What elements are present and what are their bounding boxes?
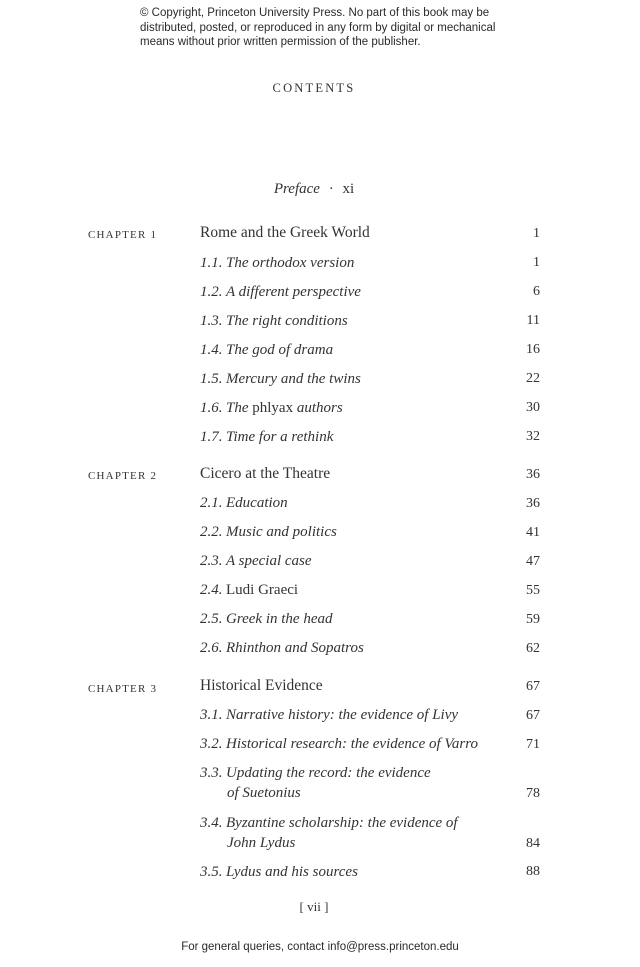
section-number: 3.1. [200, 707, 223, 723]
section-number: 1.4. [200, 342, 223, 358]
section-title-part: The [226, 400, 249, 416]
section-page: 55 [526, 583, 540, 598]
section-page: 32 [526, 429, 540, 444]
section-title: Education [226, 495, 288, 511]
chapter-3-label: CHAPTER 3 [88, 683, 158, 695]
section-number: 1.1. [200, 255, 223, 271]
section-title: Updating the record: the evidence [226, 765, 431, 781]
toc-section[interactable] [200, 638, 540, 658]
section-number: 3.5. [200, 864, 223, 880]
toc-section[interactable] [200, 282, 540, 302]
section-number: 3.2. [200, 736, 223, 752]
section-title-continued: John Lydus [227, 835, 296, 851]
section-number: 1.6. [200, 400, 223, 416]
page-title: CONTENTS [272, 81, 356, 95]
section-page: 30 [526, 400, 540, 415]
toc-section[interactable] [200, 763, 540, 803]
toc-section[interactable] [200, 551, 540, 571]
chapter-2-label: CHAPTER 2 [88, 470, 158, 482]
section-title-part: authors [296, 400, 343, 416]
section-page: 1 [533, 255, 540, 270]
section-page: 78 [526, 786, 540, 801]
section-page: 67 [526, 708, 540, 723]
separator-dot: · [328, 181, 334, 197]
toc-section[interactable] [200, 813, 540, 853]
section-page: 16 [526, 342, 540, 357]
section-title: Greek in the head [226, 611, 333, 627]
section-title: Ludi Graeci [226, 582, 299, 598]
toc-section[interactable] [200, 253, 540, 273]
section-title: Narrative history: the evidence of Livy [226, 707, 459, 723]
section-title-continued: of Suetonius [227, 785, 301, 801]
chapter-3-title[interactable]: Historical Evidence [200, 677, 323, 694]
preface-label: Preface [273, 181, 320, 197]
section-title: The orthodox version [226, 255, 355, 271]
chapter-3-page: 67 [526, 679, 540, 694]
toc-section[interactable] [200, 369, 540, 389]
section-title: Byzantine scholarship: the evidence of [226, 815, 458, 831]
section-title: Music and politics [226, 524, 337, 540]
section-title: A special case [226, 553, 312, 569]
section-title: Rhinthon and Sopatros [226, 640, 364, 656]
toc-section[interactable] [200, 398, 540, 418]
section-title: A different perspective [226, 284, 361, 300]
section-title: Mercury and the twins [226, 371, 361, 387]
section-number: 2.1. [200, 495, 223, 511]
toc-section[interactable] [200, 705, 540, 725]
section-title: The god of drama [226, 342, 334, 358]
section-page: 6 [533, 284, 540, 299]
section-title: Time for a rethink [226, 429, 334, 445]
section-page: 88 [526, 864, 540, 879]
section-page: 59 [526, 612, 540, 627]
section-page: 84 [526, 836, 540, 851]
copyright-notice: © Copyright, Princeton University Press. No part of this book may be distributed, posted, or reproduced in any form by digital or mechanical means without prior written permission of the publisher. [140, 7, 496, 48]
section-number: 3.4. [200, 815, 223, 831]
toc-section[interactable] [200, 340, 540, 360]
chapter-1-title[interactable]: Rome and the Greek World [200, 224, 370, 241]
section-page: 71 [526, 737, 540, 752]
toc-section[interactable] [200, 862, 540, 882]
toc-section[interactable] [200, 522, 540, 542]
preface-entry[interactable] [0, 181, 628, 198]
section-page: 47 [526, 554, 540, 569]
section-number: 1.7. [200, 429, 223, 445]
section-number: 1.2. [200, 284, 223, 300]
toc-section[interactable] [200, 734, 540, 754]
chapter-2-page: 36 [526, 467, 540, 482]
chapter-2-title[interactable]: Cicero at the Theatre [200, 465, 331, 482]
section-number: 1.3. [200, 313, 223, 329]
page-folio: [ vii ] [299, 899, 329, 914]
toc-section[interactable] [200, 609, 540, 629]
section-page: 22 [526, 371, 540, 386]
section-page: 62 [526, 641, 540, 656]
section-title: Historical research: the evidence of Varro [226, 736, 479, 752]
section-page: 36 [526, 496, 540, 511]
section-number: 1.5. [200, 371, 223, 387]
section-number: 3.3. [200, 765, 223, 781]
chapter-1-label: CHAPTER 1 [88, 229, 158, 241]
section-number: 2.6. [200, 640, 223, 656]
section-title: Lydus and his sources [226, 864, 358, 880]
toc-section[interactable] [200, 493, 540, 513]
section-page: 41 [526, 525, 540, 540]
section-number: 2.5. [200, 611, 223, 627]
section-page: 11 [526, 313, 540, 328]
section-number: 2.3. [200, 553, 223, 569]
section-title: The right conditions [226, 313, 348, 329]
toc-section[interactable] [200, 311, 540, 331]
toc-section[interactable] [200, 427, 540, 447]
preface-page: xi [342, 181, 355, 197]
section-number: 2.2. [200, 524, 223, 540]
chapter-1-page: 1 [533, 226, 540, 241]
footer-contact: For general queries, contact info@press.princeton.edu [181, 941, 459, 953]
section-title-roman: phlyax [252, 400, 294, 416]
section-number: 2.4. [200, 582, 223, 598]
toc-section[interactable] [200, 580, 540, 600]
